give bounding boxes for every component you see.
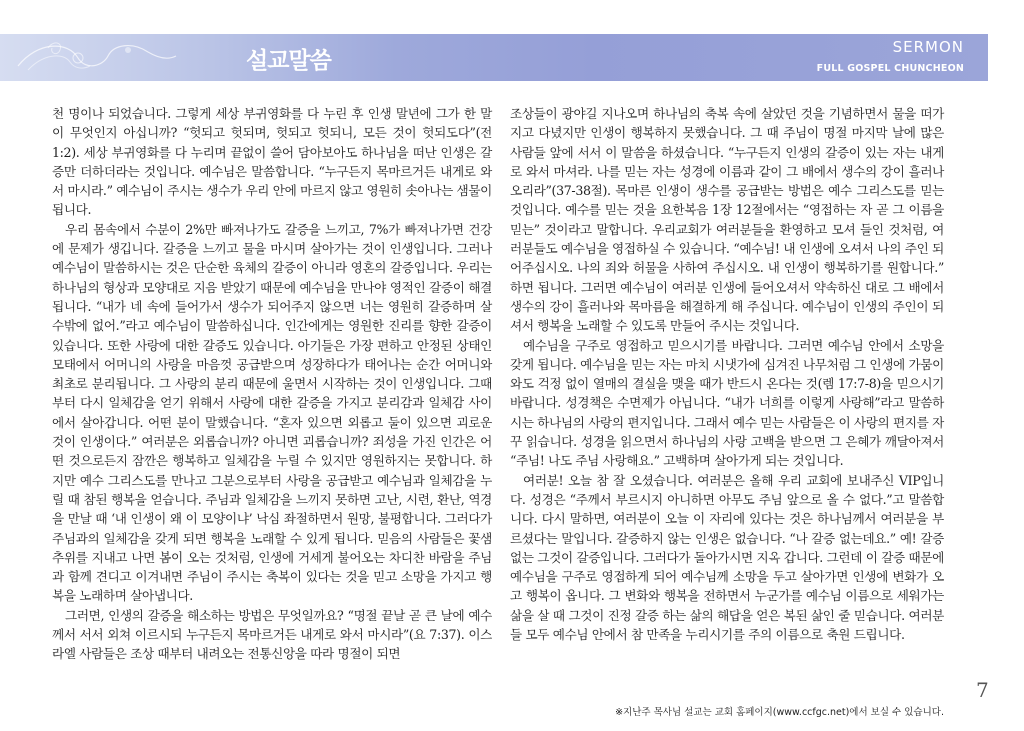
paragraph: 그러면, 인생의 갈증을 해소하는 방법은 무엇일까요? “명절 끝날 곧 큰 날에 예수께서 서서 외쳐 이르시되 누구든지 목마르거든 내게로 와서 마시라”(요 7:37). 이스라엘 사람들은 조상 때부터 내려오는 전통신앙을 따라 명절이 되면 [52, 607, 492, 662]
church-label: FULL GOSPEL CHUNCHEON [816, 63, 964, 74]
ornament-swirl-icon [8, 36, 178, 80]
section-label [817, 38, 964, 74]
paragraph: 여러분! 오늘 참 잘 오셨습니다. 여러분은 올해 우리 교회에 보내주신 VIP입니다. 성경은 “주께서 부르시지 아니하면 아무도 주님 앞으로 올 수 없다.”고 말씀합니다. 다시 말하면, 여러분이 오늘 이 자리에 있다는 것은 하나님께서 여러분을 부르셨다는 말입니다. 갈증하지 않는 인생은 없습니다. “나 갈증 없는데요.” 예! 갈증 없는 그것이 갈증입니다. 그러다가 돌아가시면 지옥 갑니다. 그런데 이 갈증 때문에 예수님을 구주로 영접하게 되어 예수님께 소망을 두고 살아가면 인생에 변화가 오고 행복이 옵니다. 그 변화와 행복을 전하면서 누군가를 예수님 이름으로 세워가는 삶을 살 때 그것이 진정 갈증 하는 삶의 해답을 얻은 복된 삶인 줄 믿습니다. 여러분들 모두 예수님 안에서 참 만족을 누리시기를 주의 이름으로 축원 드립니다. [510, 472, 944, 643]
paragraph: 천 명이나 되었습니다. 그렇게 세상 부귀영화를 다 누린 후 인생 말년에 그가 한 말이 무엇인지 아십니까? “헛되고 헛되며, 헛되고 헛되니, 모든 것이 헛되도다”(전 1:2). 세상 부귀영화를 다 누리며 끝없이 쓸어 담아보아도 하나님을 떠난 인생은 갈증만 더하더라는 것입니다. 예수님은 말씀합니다. “누구든지 목마르거든 내게로 와서 마시라.” 예수님이 주시는 생수가 우리 안에 마르지 않고 영원히 솟아나는 샘물이 됩니다. [52, 106, 492, 218]
sermon-label: SERMON [892, 38, 964, 56]
paragraph: 조상들이 광야길 지나오며 하나님의 축복 속에 살았던 것을 기념하면서 물을 떠가지고 다녔지만 인생이 행복하지 못했습니다. 그 때 주님이 명절 마지막 날에 많은 사람들 앞에 서서 이 말씀을 하셨습니다. “누구든지 인생의 갈증이 있는 자는 내게로 와서 마셔라. 나를 믿는 자는 성경에 이름과 같이 그 배에서 생수의 강이 흘러나오리라”(37-38절). 목마른 인생이 생수를 공급받는 방법은 예수 그리스도를 믿는 것입니다. 예수를 믿는 것을 요한복음 1장 12절에서는 “영접하는 자 곧 그 이름을 믿는” 것이라고 말합니다. 우리교회가 여러분들을 환영하고 모셔 들인 것처럼, 여러분들도 예수님을 영접하실 수 있습니다. “예수님! 내 인생에 오셔서 나의 주인 되어주십시오. 나의 죄와 허물을 사하여 주십시오. 내 인생이 행복하기를 원합니다.” 하면 됩니다. 그러면 예수님이 여러분 인생에 들어오셔서 약속하신 대로 그 배에서 생수의 강이 흘러나와 목마름을 해결하게 해 주십니다. 예수님이 인생의 주인이 되셔서 행복을 노래할 수 있도록 만들어 주시는 것입니다. [510, 106, 944, 334]
right-column [510, 104, 944, 644]
left-column [52, 104, 492, 664]
footnote: ※지난주 목사님 설교는 교회 홈페이지(www.ccfgc.net)에서 보실 수 있습니다. [615, 707, 944, 718]
right-margin [988, 34, 1024, 731]
page-title: 설교말씀 [246, 48, 331, 74]
page-number: 7 [976, 678, 989, 702]
paragraph: 예수님을 구주로 영접하고 믿으시기를 바랍니다. 그러면 예수님 안에서 소망을 갖게 됩니다. 예수님을 믿는 자는 마치 시냇가에 심겨진 나무처럼 그 인생에 가뭄이 와도 걱정 없이 열매의 결실을 맺을 때가 반드시 온다는 것(렘 17:7-8)을 믿으시기 바랍니다. 성경책은 수면제가 아닙니다. “내가 너희를 이렇게 사랑해”라고 말씀하시는 하나님의 사랑의 편지입니다. 그래서 예수 믿는 사람들은 이 사랑의 편지를 자꾸 읽습니다. 성경을 읽으면서 하나님의 사랑 고백을 받으면 그 은혜가 깨달아져서 “주님! 나도 주님 사랑해요.” 고백하며 살아가게 되는 것입니다. [510, 337, 944, 469]
paragraph: 우리 몸속에서 수분이 2%만 빠져나가도 갈증을 느끼고, 7%가 빠져나가면 건강에 문제가 생깁니다. 갈증을 느끼고 물을 마시며 살아가는 것이 인생입니다. 그러나 예수님이 말씀하시는 것은 단순한 육체의 갈증이 아니라 영혼의 갈증입니다. 우리는 하나님의 형상과 모양대로 지음 받았기 때문에 예수님을 만나야 영적인 갈증이 해결됩니다. “내가 네 속에 들어가서 생수가 되어주지 않으면 너는 영원히 갈증하며 살 수밖에 없어.”라고 예수님이 말씀하십니다. 인간에게는 영원한 진리를 향한 갈증이 있습니다. 또한 사랑에 대한 갈증도 있습니다. 아기들은 가장 편하고 안정된 상태인 모태에서 어머니의 사랑을 마음껏 공급받으며 성장하다가 태어나는 순간 어머니와 최초로 분리됩니다. 그 사랑의 분리 때문에 울면서 시작하는 것이 인생입니다. 그때부터 다시 일체감을 얻기 위해서 사랑에 대한 갈증을 가지고 분리감과 일체감 사이에서 살아갑니다. 어떤 분이 말했습니다. “혼자 있으면 외롭고 둘이 있으면 괴로운 것이 인생이다.” 여러분은 외롭습니까? 아니면 괴롭습니까? 죄성을 가진 인간은 어떤 것으로든지 잠깐은 행복하고 일체감을 누릴 수 있지만 영원하지는 못합니다. 하지만 예수 그리스도를 만나고 그분으로부터 사랑을 공급받고 예수님과 일체감을 누릴 때 참된 행복을 얻습니다. 주님과 일체감을 느끼지 못하면 고난, 시련, 환난, 역경을 만날 때 ‘내 인생이 왜 이 모양이냐’ 낙심 좌절하면서 원망, 불평합니다. 그러다가 주님과의 일체감을 갖게 되면 행복을 노래할 수 있게 됩니다. 믿음의 사람들은 꽃샘추위를 지내고 나면 봄이 오는 것처럼, 인생에 거세게 불어오는 차디찬 바람을 주님과 함께 견디고 이겨내면 주님이 주시는 축복이 있다는 것을 믿고 소망을 가지고 행복을 노래하며 살아냅니다. [52, 221, 492, 604]
